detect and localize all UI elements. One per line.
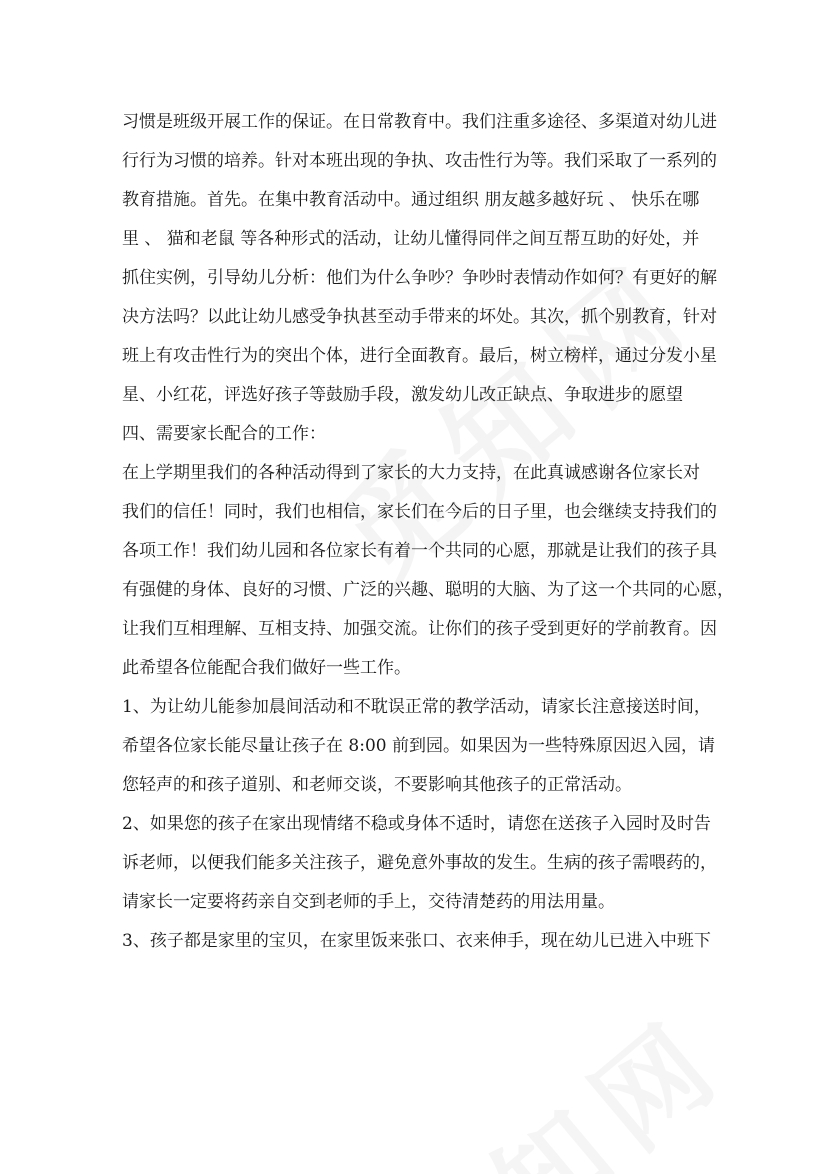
text-line: 教育措施。首先。在集中教育活动中。通过组织 朋友越多越好玩 、 快乐在哪 <box>122 190 700 210</box>
text-line: 班上有攻击性行为的突出个体，进行全面教育。最后，树立榜样，通过分发小星 <box>122 346 717 366</box>
text-line: 请家长一定要将药亲自交到老师的手上，交待清楚药的用法用量。 <box>122 892 615 912</box>
section-heading: 在上学期里我们的各种活动得到了家长的大力支持，在此真诚感谢各位家长对 <box>122 463 700 483</box>
text-line: 诉老师，以便我们能多关注孩子，避免意外事故的发生。生病的孩子需喂药的， <box>122 853 717 873</box>
text-line: 行行为习惯的培养。针对本班出现的争执、攻击性行为等。我们采取了一系列的 <box>122 151 717 171</box>
text-line: 星、小红花，评选好孩子等鼓励手段，激发幼儿改正缺点、争取进步的愿望 <box>122 385 683 405</box>
text-line: 决方法吗？以此让幼儿感受争执甚至动手带来的坏处。其次，抓个别教育，针对 <box>122 307 717 327</box>
text-line: 抓住实例，引导幼儿分析：他们为什么争吵？争吵时表情动作如何？有更好的解 <box>122 268 717 288</box>
text-line: 希望各位家长能尽量让孩子在 8:00 前到园。如果因为一些特殊原因迟入园，请 <box>122 736 715 756</box>
text-line: 1、为让幼儿能参加晨间活动和不耽误正常的教学活动，请家长注意接送时间， <box>122 697 711 717</box>
text-line: 让我们互相理解、互相支持、加强交流。让你们的孩子受到更好的学前教育。因 <box>122 619 717 639</box>
text-line: 习惯是班级开展工作的保证。在日常教育中。我们注重多途径、多渠道对幼儿进 <box>122 112 717 132</box>
text-line: 您轻声的和孩子道别、和老师交谈，不要影响其他孩子的正常活动。 <box>122 775 632 795</box>
text-line: 3、孩子都是家里的宝贝，在家里饭来张口、衣来伸手，现在幼儿已进入中班下 <box>122 931 711 951</box>
text-line: 四、需要家长配合的工作： <box>122 424 326 444</box>
text-line: 各项工作！我们幼儿园和各位家长有着一个共同的心愿，那就是让我们的孩子具 <box>122 541 717 561</box>
text-line: 我们的信任！同时，我们也相信，家长们在今后的日子里，也会继续支持我们的 <box>122 502 717 522</box>
text-line: 有强健的身体、良好的习惯、广泛的兴趣、聪明的大脑、为了这一个共同的心愿， <box>122 580 734 600</box>
text-line: 里 、 猫和老鼠 等各种形式的活动，让幼儿懂得同伴之间互帮互助的好处，并 <box>122 229 700 249</box>
text-line: 2、如果您的孩子在家出现情绪不稳或身体不适时，请您在送孩子入园时及时告 <box>122 814 711 834</box>
text-line: 此希望各位能配合我们做好一些工作。 <box>122 658 411 678</box>
watermark-secondary <box>355 973 755 1174</box>
